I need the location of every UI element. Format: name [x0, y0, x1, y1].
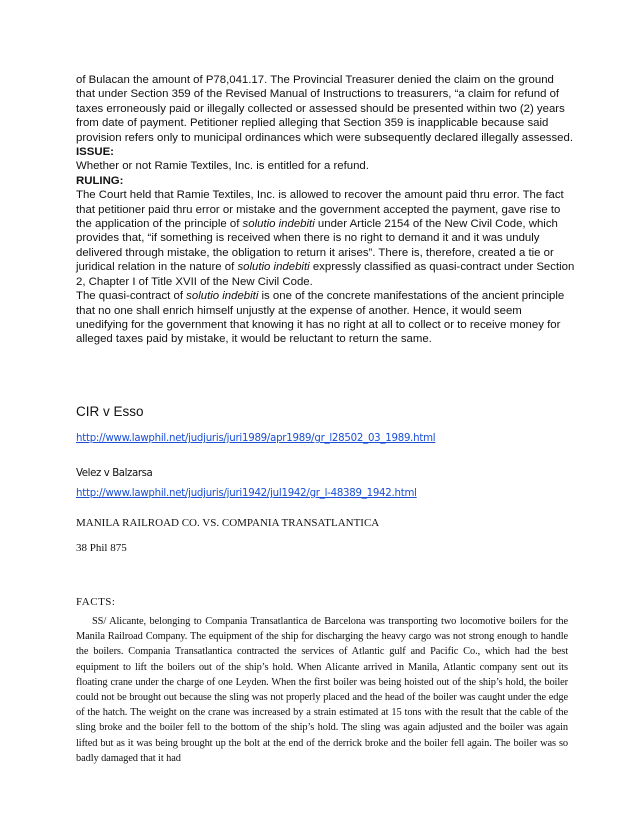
- latin-term: solutio indebiti: [237, 261, 310, 274]
- case-title: MANILA RAILROAD CO. VS. COMPANIA TRANSATLANTICA: [76, 517, 380, 529]
- facts-section: [76, 614, 568, 766]
- issue-text: Whether or not Ramie Textiles, Inc. is entitled for a refund.: [76, 160, 369, 173]
- lawphil-link-1989[interactable]: http://www.lawphil.net/judjuris/juri1989/apr1989/gr_l28502_03_1989.html: [76, 433, 436, 444]
- case-citation: 38 Phil 875: [76, 542, 127, 554]
- intro-paragraph: of Bulacan the amount of P78,041.17. The Provincial Treasurer denied the claim on the ground that under Section 359 of the Revised Manual of Instructions to treasurers, “a claim for refund of taxes erroneously paid or illegally collected or assessed should be presented within two (2) years from date of payment. Petitioner replied alleging that Section 359 is inapplicable because said provision refers only to municipal ordinances which were subsequently declared illegally assessed.: [76, 74, 574, 144]
- ramie-textiles-digest: [76, 73, 576, 347]
- ruling-heading: RULING:: [76, 174, 124, 187]
- ruling-p1-part-c: expressly classified as quasi-contract under Section 2, Chapter I of Title XVII of the New Civil Code.: [76, 261, 575, 288]
- latin-term: solutio indebiti: [186, 290, 259, 303]
- ruling-paragraph-2: [76, 289, 576, 347]
- velez-v-balzarsa-heading: Velez v Balzarsa: [76, 468, 153, 479]
- ruling-p1-part-b: under Article 2154 of the New Civil Code, which provides that, “if something is received when there is no right to demand it and it was unduly delivered through mistake, the obligation to return it arises”. There is, therefore, created a tie or juridical relation in the nature of: [76, 218, 558, 274]
- latin-term: solutio indebiti: [242, 218, 315, 231]
- facts-heading: FACTS:: [76, 596, 116, 608]
- ruling-p2-part-b: is one of the concrete manifestations of the ancient principle that no one shall enrich himself unjustly at the expense of another. Hence, it would seem unedifying for the government that knowing it has no right at all to collect or to receive money for alleged taxes paid by mistake, it would be reluctant to return the same.: [76, 290, 565, 346]
- facts-paragraph: SS/ Alicante, belonging to Compania Transatlantica de Barcelona was transporting two locomotive boilers for the Manila Railroad Company. The equipment of the ship for discharging the heavy cargo was not strong enough to handle the boilers. Compania Transatlantica contracted the services of Atlantic gulf and Pacific Co., which had the best equipment to lift the boilers out of the ship’s hold. When Alicante arrived in Manila, Atlantic company sent out its floating crane under the charge of one Leyden. When the first boiler was being hoisted out of the ship’s hold, the boiler could not be brought out because the sling was not properly placed and the head of the boiler was caught under the edge of the hatch. The weight on the crane was increased by a strain estimated at 15 tons with the result that the cable of the sling broke and the boiler fell to the bottom of the ship’s hold. The sling was again adjusted and the boiler was again lifted but as it was being brought up the bolt at the end of the derrick broke and the boiler fell again. The boiler was so badly damaged that it had: [76, 616, 568, 764]
- issue-heading: ISSUE:: [76, 146, 114, 159]
- ruling-p2-part-a: The quasi-contract of: [76, 290, 183, 303]
- ruling-paragraph-1: [76, 188, 576, 289]
- cir-v-esso-heading: CIR v Esso: [76, 404, 144, 419]
- lawphil-link-1942[interactable]: http://www.lawphil.net/judjuris/juri1942/jul1942/gr_l-48389_1942.html: [76, 488, 417, 499]
- ruling-p1-part-a: The Court held that Ramie Textiles, Inc. is allowed to recover the amount paid thru error. The fact that petitioner paid thru error or mistake and the government accepted the payment, gave rise to the application of the principle of: [76, 189, 564, 231]
